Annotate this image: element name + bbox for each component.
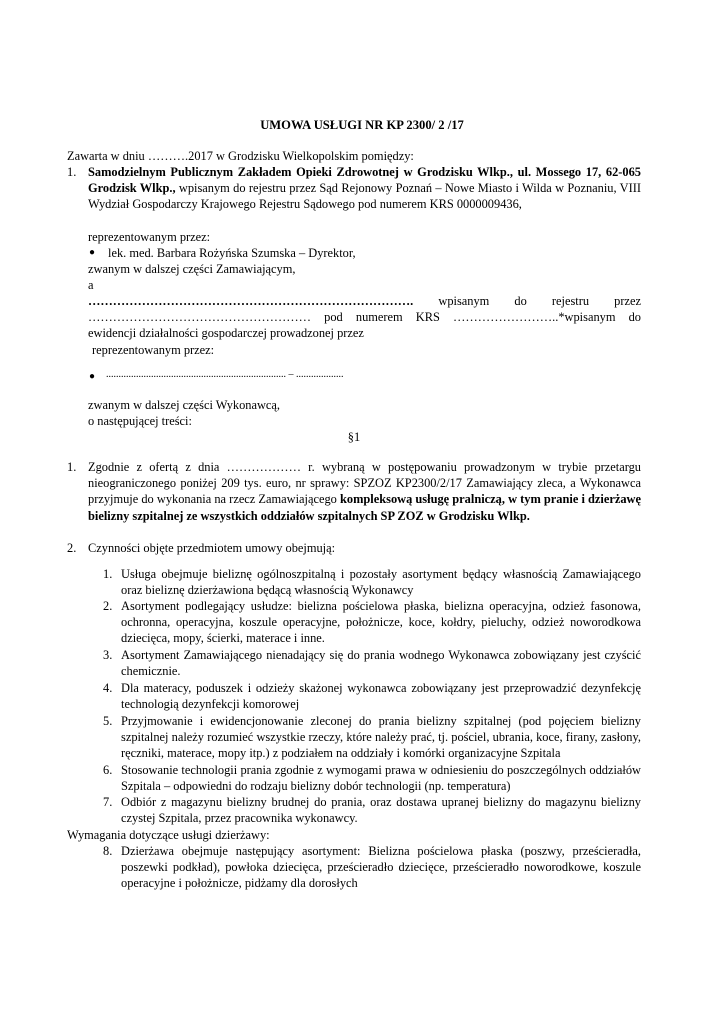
party2-called: zwanym w dalszej części Wykonawcą, <box>88 398 281 412</box>
subitem-text: Asortyment podlegający usłudze: bielizna pościelowa płaska, bielizna operacyjna, odzież fasonowa, ochronna, operacyjna, koszule operacyjne, położnicze, koce, kołdry, pieluchy, odzież noworodkowa dziecięca, mopy, ścierki, materace i inne. <box>121 599 641 646</box>
party1-name: Samodzielnym Publicznym Zakładem Opieki Zdrowotnej w Grodzisku Wlkp., ul. Mossego 17, 62-065 Grodzisk Wlkp., <box>88 165 641 196</box>
subitem-number: 7. <box>103 795 113 809</box>
party1-paragraph <box>88 164 641 213</box>
subitem-number: 2. <box>103 599 113 613</box>
item-1-paragraph <box>88 459 641 524</box>
subitem-text: Usługa obejmuje bieliznę ogólnoszpitalną i pozostały asortyment będący własnością Zamawiającego oraz bieliznę dzierżawiona będącą własnością Wykonawcy <box>121 567 641 598</box>
party2-represented-by: reprezentowanym przez: <box>92 343 215 357</box>
section-heading: §1 <box>347 430 361 444</box>
subitem-number: 1. <box>103 567 113 581</box>
subitem-text: Dla materacy, poduszek i odzieży skażonej wykonawca zobowiązany jest przeprowadzić dezynfekcję technologią dezynfekcji komorowej <box>121 681 641 712</box>
item-number: 1. <box>67 460 77 474</box>
lease-item-text: Dzierżawa obejmuje następujący asortyment: Bielizna pościelowa płaska (poszwy, prześcieradła, poszewki podkład), powłoka dziecięca, prześcieradło dziecięce, prześcieradło noworodkowe, koszule operacyjne i położnicze, pidżamy dla dorosłych <box>121 844 641 891</box>
item-1-bold: kompleksową usługę pralniczą, w tym pranie i dzierżawę bielizny szpitalnej ze wszystkich oddziałów szpitalnych SP ZOZ w Grodzisku Wlkp. <box>88 492 641 523</box>
party1-represented-by: reprezentowanym przez: <box>88 230 211 244</box>
party1-number: 1. <box>67 165 77 179</box>
subitem-text: Stosowanie technologii prania zgodnie z wymogami prawa w odniesieniu do poszczególnych oddziałów Szpitala – odpowiedni do rodzaju bielizny dobór technologii (np. temperatura) <box>121 763 641 794</box>
subitem-number: 5. <box>103 714 113 728</box>
document-title: UMOWA USŁUGI NR KP 2300/ 2 /17 <box>260 118 464 132</box>
party-conjunction: a <box>88 278 94 292</box>
bullet-icon: ● <box>89 371 96 382</box>
subitem-text: Przyjmowanie i ewidencjonowanie zleconej do prania bielizny szpitalnej (pod pojęciem bielizny szpitalnej należy rozumieć wszystkie rzeczy, które należy prać, tj. pościel, ubrania, koce, firany, zasłony, ręczniki, materace, mopy itp.) z podziałem na oddziały i komórki organizacyjne Szpitala <box>121 714 641 761</box>
lease-item-number: 8. <box>103 844 113 858</box>
party2-representative: ........................................................................ – ................... <box>106 369 344 380</box>
intro-line: Zawarta w dniu ……….2017 w Grodzisku Wielkopolskim pomiędzy: <box>67 149 414 163</box>
party2-details: wpisanym do rejestru przez ……………………………………………… pod numerem KRS ……………………..*wpisanym do ewidencji działalności gospodarczej prowadzonej przez <box>88 294 641 341</box>
party1-representative: lek. med. Barbara Rożyńska Szumska – Dyrektor, <box>108 246 356 260</box>
contract-content-intro: o następującej treści: <box>88 414 192 428</box>
item-1-text: Zgodnie z ofertą z dnia ……………… r. wybraną w postępowaniu prowadzonym w trybie przetargu nieograniczonego poniżej 209 tys. euro, nr sprawy: SPZOZ KP2300/2/17 Zamawiający zleca, a Wykonawca przyjmuje do wykonania na rzecz Zamawiającego <box>88 460 641 507</box>
subitem-number: 6. <box>103 763 113 777</box>
bullet-icon: ● <box>89 247 96 258</box>
subitem-text: Asortyment Zamawiającego nienadający się do prania wodnego Wykonawca zobowiązany jest czyścić chemicznie. <box>121 648 641 679</box>
lease-heading: Wymagania dotyczące usługi dzierżawy: <box>67 828 270 842</box>
party1-details: wpisanym do rejestru przez Sąd Rejonowy Poznań – Nowe Miasto i Wilda w Poznaniu, VIII Wydział Gospodarczy Krajowego Rejestru Sądowego pod numerem KRS 0000009436, <box>88 181 641 212</box>
subitem-number: 4. <box>103 681 113 695</box>
party1-called: zwanym w dalszej części Zamawiającym, <box>88 262 296 276</box>
item-number: 2. <box>67 541 77 555</box>
subitem-number: 3. <box>103 648 113 662</box>
party2-paragraph <box>88 293 641 342</box>
party2-name-dots: ……………………………………………………………………. <box>88 294 414 308</box>
subitem-text: Odbiór z magazynu bielizny brudnej do prania, oraz dostawa upranej bielizny do magazynu bielizny czystej Szpitala, przez pracownika wykonawcy. <box>121 795 641 826</box>
item-2-text: Czynności objęte przedmiotem umowy obejmują: <box>88 541 336 555</box>
